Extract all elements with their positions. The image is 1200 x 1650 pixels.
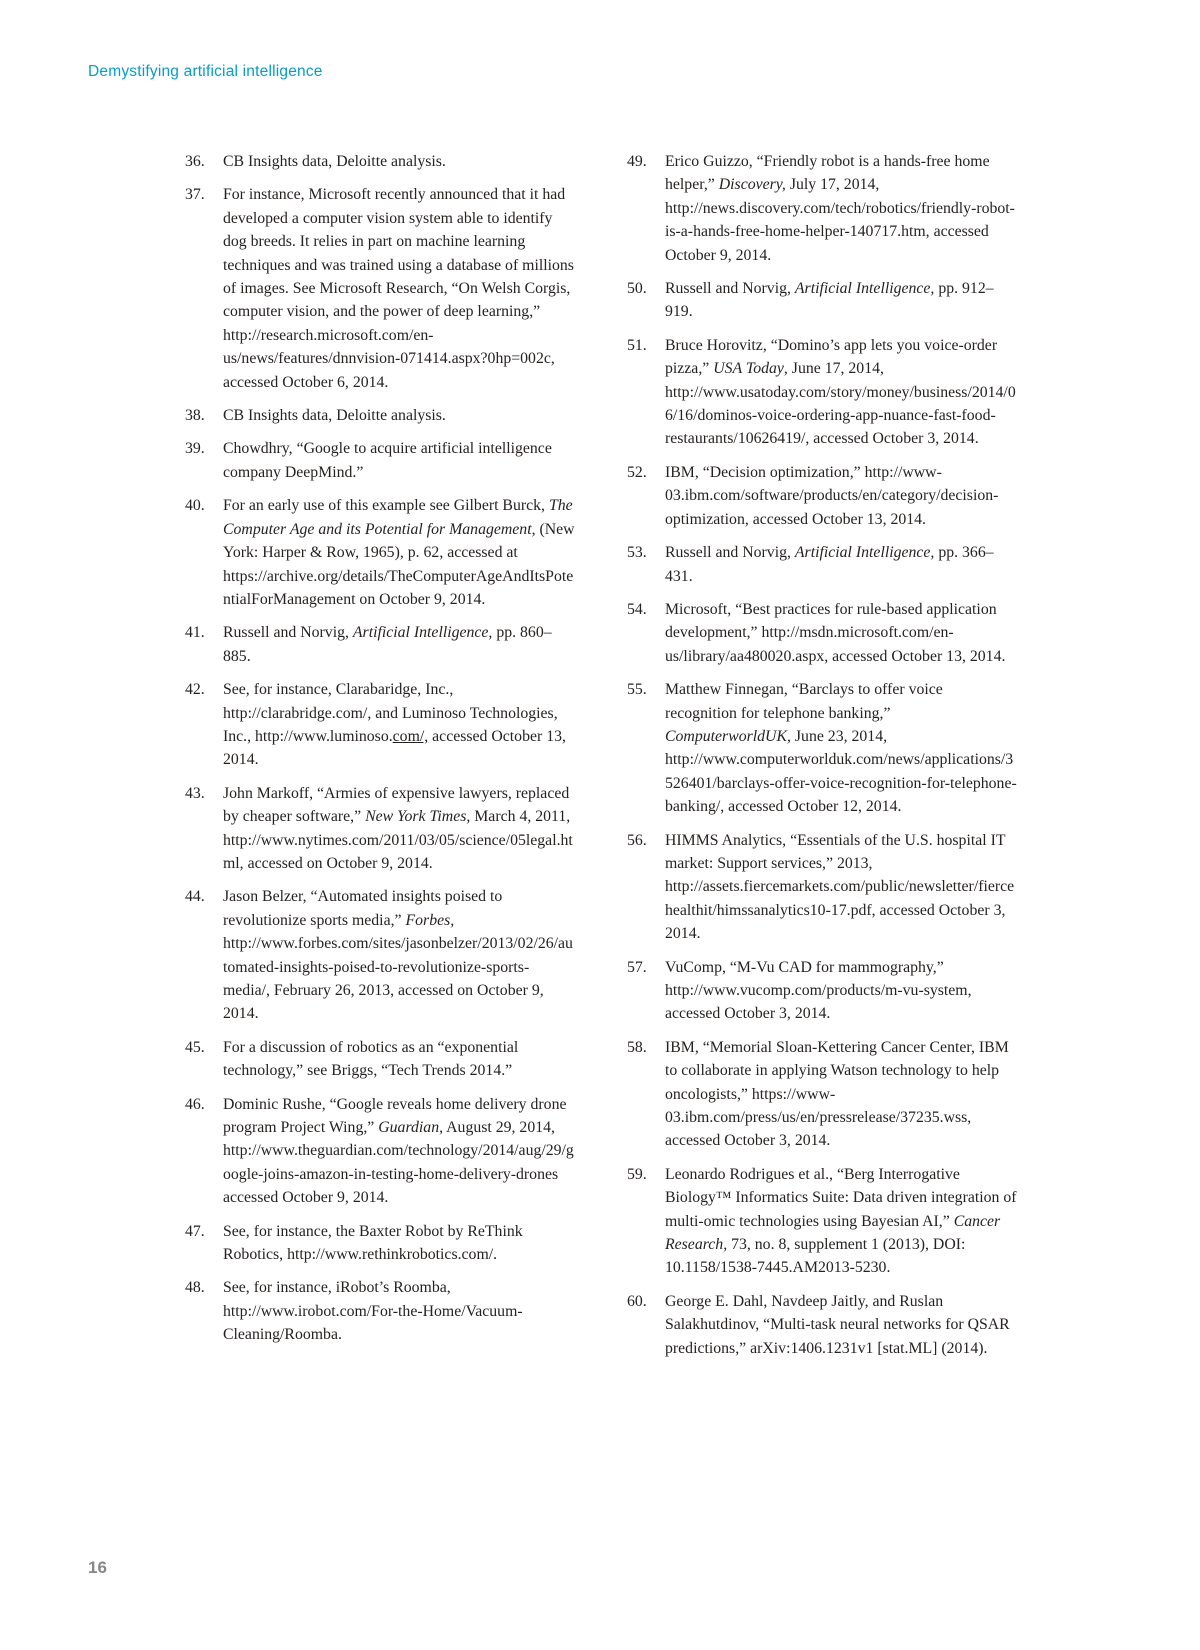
note-item xyxy=(627,461,1017,531)
note-text-segment: John Markoff, “Armies of expensive lawyers, replaced by cheaper software,” xyxy=(223,784,570,826)
note-text-italic-segment: Artificial Intelligence, xyxy=(352,624,493,642)
note-text xyxy=(223,1220,575,1267)
note-text xyxy=(665,829,1017,946)
note-number: 47. xyxy=(185,1222,205,1240)
note-number: 57. xyxy=(627,958,647,976)
note-text-segment: , June 17, 2014, http://www.usatoday.com/story/money/business/2014/06/16/dominos-voice-ordering-app-nuance-fast-food-restaurants/10626419/, accessed October 3, 2014. xyxy=(665,360,1016,448)
note-number: 58. xyxy=(627,1038,647,1056)
note-text xyxy=(223,183,575,394)
note-text-segment: IBM, “Decision optimization,” http://www-03.ibm.com/software/products/en/category/decision-optimization, accessed October 13, 2014. xyxy=(665,463,999,528)
note-text xyxy=(223,1276,575,1346)
note-text-segment: Microsoft, “Best practices for rule-based application development,” http://msdn.microsoft.com/en-us/library/aa480020.aspx, accessed October 13, 2014. xyxy=(665,600,1006,665)
note-text-segment: Russell and Norvig, xyxy=(665,544,795,562)
note-item xyxy=(185,150,575,173)
note-text xyxy=(665,150,1017,267)
note-number: 38. xyxy=(185,407,205,425)
note-text-segment: CB Insights data, Deloitte analysis. xyxy=(223,153,446,170)
note-number: 43. xyxy=(185,784,205,802)
note-number: 37. xyxy=(185,186,205,204)
note-text-segment: pp. 912–919. xyxy=(665,280,994,321)
note-item xyxy=(627,1163,1017,1280)
note-text xyxy=(665,1036,1017,1153)
note-text-segment: pp. 860–885. xyxy=(223,624,552,665)
endnotes-section xyxy=(185,150,1017,1370)
note-text-italic-segment: New York Times, xyxy=(365,808,471,826)
note-number: 55. xyxy=(627,681,647,699)
note-text-segment: Jason Belzer, “Automated insights poised to revolutionize sports media,” xyxy=(223,888,503,929)
note-item xyxy=(185,437,575,484)
note-text xyxy=(223,621,575,668)
note-text xyxy=(665,956,1017,1026)
note-item xyxy=(185,621,575,668)
note-text-italic-segment: The Computer Age and its Potential for Management, xyxy=(223,497,573,538)
note-item xyxy=(185,782,575,876)
note-text-segment: For an early use of this example see Gilbert Burck, xyxy=(223,497,549,515)
note-item xyxy=(627,334,1017,451)
note-text-segment: http://www.forbes.com/sites/jasonbelzer/2013/02/26/automated-insights-poised-to-revolutionize-sports-media/, February 26, 2013, accessed on October 9, 2014. xyxy=(223,935,573,1023)
note-number: 60. xyxy=(627,1292,647,1310)
note-text xyxy=(223,150,575,173)
note-item xyxy=(185,1220,575,1267)
note-text-link-segment: com/, xyxy=(392,727,429,745)
note-text-segment: Erico Guizzo, “Friendly robot is a hands-free home helper,” xyxy=(665,153,990,194)
note-item xyxy=(185,885,575,1025)
note-text xyxy=(665,334,1017,451)
note-text-segment: See, for instance, the Baxter Robot by ReThink Robotics, http://www.rethinkrobotics.com/. xyxy=(223,1222,523,1264)
note-item xyxy=(185,1276,575,1346)
note-number: 48. xyxy=(185,1279,205,1297)
note-number: 42. xyxy=(185,681,205,699)
note-text-segment: See, for instance, iRobot’s Roomba, http://www.irobot.com/For-the-Home/Vacuum-Cleaning/Roomba. xyxy=(223,1279,523,1344)
note-number: 52. xyxy=(627,463,647,481)
note-text-italic-segment: Discovery, xyxy=(718,176,786,194)
note-text-segment: Matthew Finnegan, “Barclays to offer voice recognition for telephone banking,” xyxy=(665,681,943,722)
note-item xyxy=(185,1093,575,1210)
note-text xyxy=(665,541,1017,588)
note-number: 45. xyxy=(185,1038,205,1056)
note-text xyxy=(223,678,575,772)
note-number: 51. xyxy=(627,336,647,354)
note-text-segment: Russell and Norvig, xyxy=(665,280,795,298)
note-text-segment: pp. 366–431. xyxy=(665,544,994,585)
note-item xyxy=(627,956,1017,1026)
note-text xyxy=(223,437,575,484)
note-text-segment: HIMMS Analytics, “Essentials of the U.S. hospital IT market: Support services,” 2013, http://assets.fiercemarkets.com/public/newsletter/fiercehealthit/himssanalytics10-17.pdf, accessed October 3, 2014. xyxy=(665,831,1015,943)
note-number: 50. xyxy=(627,280,647,298)
note-text-italic-segment: Artificial Intelligence, xyxy=(794,280,935,298)
note-item xyxy=(185,1036,575,1083)
note-number: 44. xyxy=(185,888,205,906)
note-item xyxy=(627,277,1017,324)
note-text-segment: Chowdhry, “Google to acquire artificial intelligence company DeepMind.” xyxy=(223,440,552,481)
note-text xyxy=(223,404,575,427)
note-text-segment: Leonardo Rodrigues et al., “Berg Interrogative Biology™ Informatics Suite: Data driven integration of multi-omic technologies using Bayesian AI,” xyxy=(665,1165,1017,1230)
note-item xyxy=(627,150,1017,267)
note-text-italic-segment: Guardian, xyxy=(378,1119,444,1137)
note-text-segment: IBM, “Memorial Sloan-Kettering Cancer Center, IBM to collaborate in applying Watson technology to help oncologists,” https://www-03.ibm.com/press/us/en/pressrelease/37235.wss, accessed October 3, 2014. xyxy=(665,1038,1009,1150)
note-text-segment: Bruce Horovitz, “Domino’s app lets you voice-order pizza,” xyxy=(665,336,998,378)
note-text-italic-segment: Forbes, xyxy=(405,911,455,929)
endnotes-column-right xyxy=(627,150,1017,1370)
note-text xyxy=(223,885,575,1025)
note-text-italic-segment: ComputerworldUK, xyxy=(665,727,791,745)
note-item xyxy=(185,494,575,611)
note-number: 46. xyxy=(185,1095,205,1113)
note-text xyxy=(223,494,575,611)
note-text-segment: For instance, Microsoft recently announced that it had developed a computer vision system able to identify dog breeds. It relies in part on machine learning techniques and was trained using a database of millions of images. See Microsoft Research, “On Welsh Corgis, computer vision, and the power of deep learning,” http://research.microsoft.com/en-us/news/features/dnnvision-071414.aspx?0hp=002c, accessed October 6, 2014. xyxy=(223,186,574,391)
note-number: 59. xyxy=(627,1165,647,1183)
note-item xyxy=(627,541,1017,588)
note-number: 40. xyxy=(185,497,205,515)
note-number: 41. xyxy=(185,624,205,642)
note-item xyxy=(627,829,1017,946)
note-item xyxy=(185,183,575,394)
note-text-segment: CB Insights data, Deloitte analysis. xyxy=(223,407,446,425)
note-text-segment: accessed October 13, 2014. xyxy=(223,727,566,769)
note-text-segment: August 29, 2014, http://www.theguardian.com/technology/2014/aug/29/google-joins-amazon-in-testing-home-delivery-drones accessed October 9, 2014. xyxy=(223,1119,574,1207)
note-text xyxy=(665,678,1017,818)
note-item xyxy=(627,1036,1017,1153)
note-number: 36. xyxy=(185,153,205,170)
note-text-segment: George E. Dahl, Navdeep Jaitly, and Ruslan Salakhutdinov, “Multi-task neural networks for QSAR predictions,” arXiv:1406.1231v1 [stat.ML] (2014). xyxy=(665,1292,1010,1357)
note-number: 54. xyxy=(627,600,647,618)
note-text xyxy=(223,1093,575,1210)
note-text xyxy=(665,598,1017,668)
endnotes-column-left xyxy=(185,150,575,1357)
note-item xyxy=(627,598,1017,668)
note-text-italic-segment: Artificial Intelligence, xyxy=(794,544,935,562)
note-text xyxy=(223,782,575,876)
page-number: 16 xyxy=(88,1558,107,1577)
note-item xyxy=(627,1290,1017,1360)
note-text-segment: Russell and Norvig, xyxy=(223,624,353,642)
note-text-segment: 73, no. 8, supplement 1 (2013), DOI: 10.1158/1538-7445.AM2013-5230. xyxy=(665,1236,966,1277)
note-item xyxy=(185,404,575,427)
note-text xyxy=(665,1163,1017,1280)
note-text xyxy=(665,277,1017,324)
note-text-segment: Dominic Rushe, “Google reveals home delivery drone program Project Wing,” xyxy=(223,1095,567,1137)
note-text-segment: For a discussion of robotics as an “exponential technology,” see Briggs, “Tech Trends 2014.” xyxy=(223,1038,519,1080)
note-text-segment: VuComp, “M-Vu CAD for mammography,” http://www.vucomp.com/products/m-vu-system, accessed October 3, 2014. xyxy=(665,958,972,1023)
note-text-segment: March 4, 2011, http://www.nytimes.com/2011/03/05/science/05legal.html, accessed on October 9, 2014. xyxy=(223,808,573,872)
note-text xyxy=(665,461,1017,531)
note-text-segment: June 23, 2014, http://www.computerworlduk.com/news/applications/3526401/barclays-offer-voice-recognition-for-telephone-banking/, accessed October 12, 2014. xyxy=(665,727,1017,816)
note-item xyxy=(185,678,575,772)
note-text xyxy=(223,1036,575,1083)
note-number: 49. xyxy=(627,153,647,170)
note-text-segment: See, for instance, Clarabaridge, Inc., http://clarabridge.com/, and Luminoso Technologies, Inc., http://www.luminoso. xyxy=(223,681,558,745)
note-text-segment: (New York: Harper & Row, 1965), p. 62, accessed at https://archive.org/details/TheComputerAgeAndItsPotentialForManagement on October 9, 2014. xyxy=(223,520,575,608)
note-text-segment: July 17, 2014, http://news.discovery.com/tech/robotics/friendly-robot-is-a-hands-free-home-helper-140717.htm, accessed October 9, 2014. xyxy=(665,176,1015,264)
note-text xyxy=(665,1290,1017,1360)
note-text-italic-segment: USA Today xyxy=(713,360,784,378)
running-header: Demystifying artificial intelligence xyxy=(88,63,323,80)
note-number: 53. xyxy=(627,544,647,562)
note-number: 39. xyxy=(185,440,205,458)
note-item xyxy=(627,678,1017,818)
note-number: 56. xyxy=(627,831,647,849)
note-text-italic-segment: Cancer Research, xyxy=(665,1212,1001,1254)
